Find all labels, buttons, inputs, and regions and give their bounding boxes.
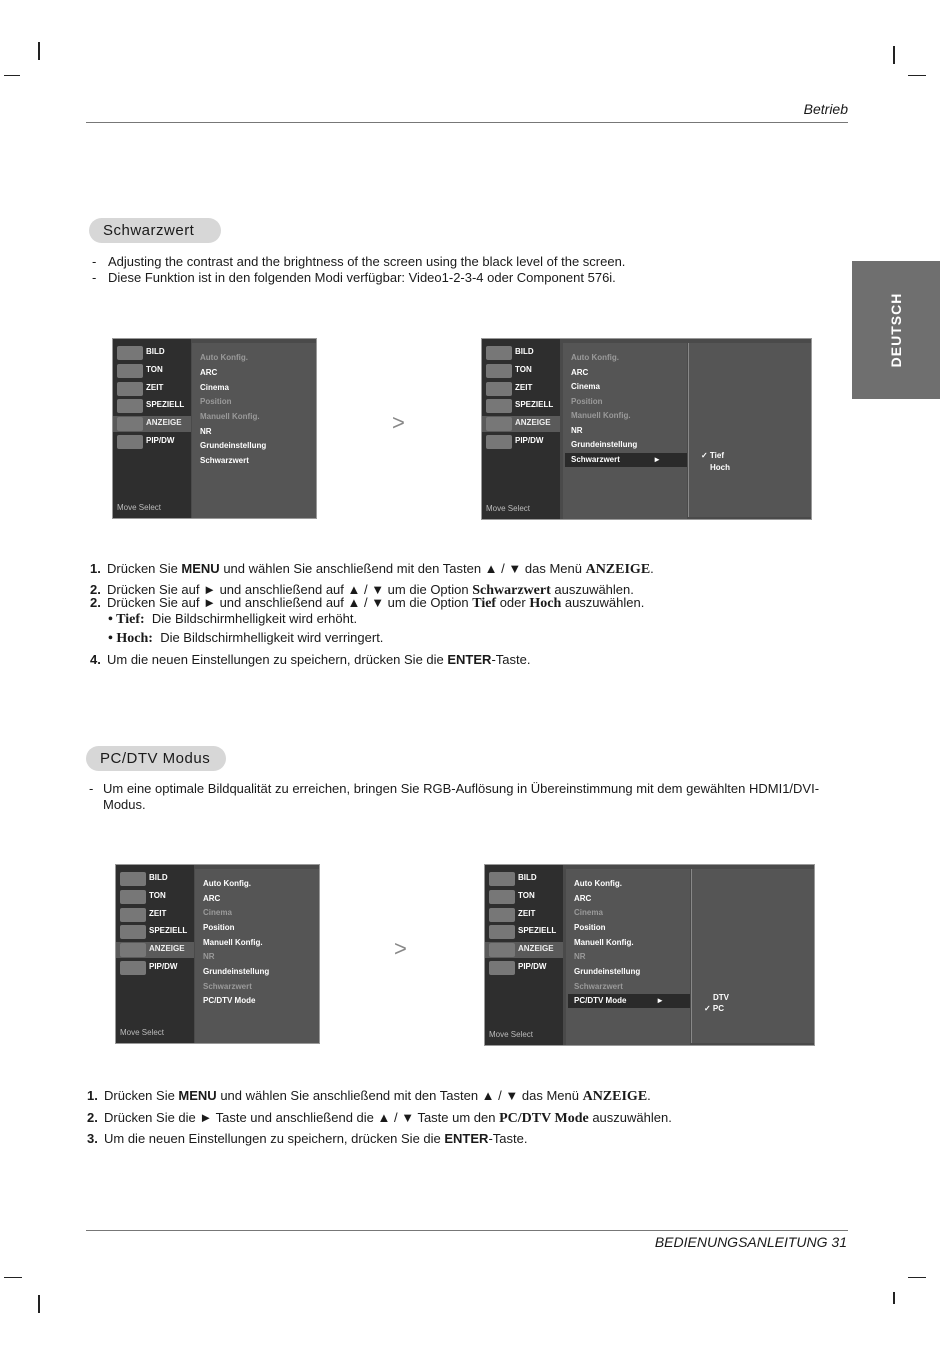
osd-category-selected: ANZEIGE [482,416,560,432]
osd-category: TON [113,363,191,379]
step: 2. Drücken Sie auf ► und anschließend auf ▲ / ▼ um die Option Schwarzwert auszuwählen. [90,582,634,598]
pip-icon [489,961,515,975]
page-header: Betrieb [803,101,848,117]
speziell-icon [120,925,146,939]
osd-highlight-row: PC/DTV Mode ► [568,994,690,1008]
page-footer: BEDIENUNGSANLEITUNG 31 [654,1234,847,1250]
arrow-icon: > [392,410,405,435]
option-tief: • Tief: Die Bildschirmhelligkeit wird erhöht. [108,611,358,627]
ton-icon [117,364,143,378]
osd-category-column [113,339,191,518]
anzeige-icon [120,943,146,957]
pip-icon [120,961,146,975]
section-title-schwarzwert: Schwarzwert [89,218,221,243]
zeit-icon [489,908,515,922]
bild-icon [120,872,146,886]
language-tab-label: DEUTSCH [888,292,904,368]
osd-category-column [482,339,560,519]
osd-submenu: Auto Konfig. ARC Cinema Position Manuell Konfig. NR Grundeinstellung Schwarzwert [192,343,316,518]
step: 2. Drücken Sie auf ► und anschließend auf ▲ / ▼ um die Option Tief oder Hoch auszuwählen. [90,595,645,611]
anzeige-icon [489,943,515,957]
osd-category: BILD [482,345,560,361]
osd-category: BILD [113,345,191,361]
osd-category-selected: ANZEIGE [113,416,191,432]
crop-mark [893,46,895,64]
step: 1. Drücken Sie MENU und wählen Sie anschließend mit den Tasten ▲ / ▼ das Menü ANZEIGE. [87,1088,651,1104]
pip-icon [486,435,512,449]
speziell-icon [486,399,512,413]
osd-category-column [116,865,194,1043]
osd-category: PIP/DW [482,434,560,450]
ton-icon [120,890,146,904]
osd-category-selected: ANZEIGE [116,942,194,958]
osd-footer: Move Select [486,504,531,513]
osd-category-column [485,865,563,1045]
anzeige-icon [117,417,143,431]
osd-category: PIP/DW [485,960,563,976]
step: 4. Um die neuen Einstellungen zu speichern, drücken Sie die ENTER-Taste. [90,652,531,667]
arrow-icon: > [394,936,407,961]
crop-mark [38,1295,40,1313]
osd-menu-screenshot [481,338,812,520]
osd-options-panel: ✓ Tief Hoch [688,343,811,517]
zeit-icon [117,382,143,396]
osd-category: ZEIT [482,381,560,397]
pip-icon [117,435,143,449]
crop-mark [893,1292,895,1304]
osd-category: ZEIT [485,907,563,923]
zeit-icon [486,382,512,396]
step: 2. Drücken Sie die ► Taste und anschließend die ▲ / ▼ Taste um den PC/DTV Mode auszuwählen. [87,1110,672,1126]
osd-category: ZEIT [113,381,191,397]
osd-options-panel: DTV ✓ PC [691,869,814,1043]
crop-mark [4,75,20,76]
bild-icon [486,346,512,360]
crop-mark [908,75,926,76]
language-tab [852,261,940,399]
osd-menu-screenshot [115,864,320,1044]
osd-submenu: Auto Konfig. ARC Cinema Position Manuell Konfig. NR Grundeinstellung Schwarzwert PC/DTV Mode [195,869,319,1043]
step: 3. Um die neuen Einstellungen zu speichern, drücken Sie die ENTER-Taste. [87,1131,528,1146]
option-hoch: • Hoch: Die Bildschirmhelligkeit wird verringert. [108,630,384,646]
osd-category-selected: ANZEIGE [485,942,563,958]
footer-rule [86,1230,848,1231]
osd-menu-screenshot [484,864,815,1046]
ton-icon [486,364,512,378]
crop-mark [908,1277,926,1278]
osd-category: BILD [485,871,563,887]
zeit-icon [120,908,146,922]
bild-icon [117,346,143,360]
osd-category: SPEZIELL [113,398,191,414]
ton-icon [489,890,515,904]
osd-footer: Move Select [117,503,162,512]
osd-category: SPEZIELL [485,924,563,940]
osd-highlight-row: Schwarzwert ► [565,453,687,467]
osd-category: SPEZIELL [482,398,560,414]
osd-category: PIP/DW [113,434,191,450]
osd-footer: Move Select [120,1028,165,1037]
osd-category: ZEIT [116,907,194,923]
section-title-pc-dtv: PC/DTV Modus [86,746,226,771]
osd-category: SPEZIELL [116,924,194,940]
osd-category: TON [116,889,194,905]
osd-category: TON [482,363,560,379]
osd-footer: Move Select [489,1030,534,1039]
osd-submenu: Auto Konfig. ARC Cinema Position Manuell Konfig. NR Grundeinstellung Schwarzwert ► [563,343,687,519]
bild-icon [489,872,515,886]
step: 1. Drücken Sie MENU und wählen Sie anschließend mit den Tasten ▲ / ▼ das Menü ANZEIGE. [90,561,654,577]
header-rule [86,122,848,123]
crop-mark [38,42,40,60]
osd-category: PIP/DW [116,960,194,976]
crop-mark [4,1277,22,1278]
osd-submenu: Auto Konfig. ARC Cinema Position Manuell Konfig. NR Grundeinstellung Schwarzwert PC/DTV Mode ► [566,869,690,1045]
speziell-icon [489,925,515,939]
osd-category: TON [485,889,563,905]
osd-category: BILD [116,871,194,887]
anzeige-icon [486,417,512,431]
speziell-icon [117,399,143,413]
osd-menu-screenshot [112,338,317,519]
